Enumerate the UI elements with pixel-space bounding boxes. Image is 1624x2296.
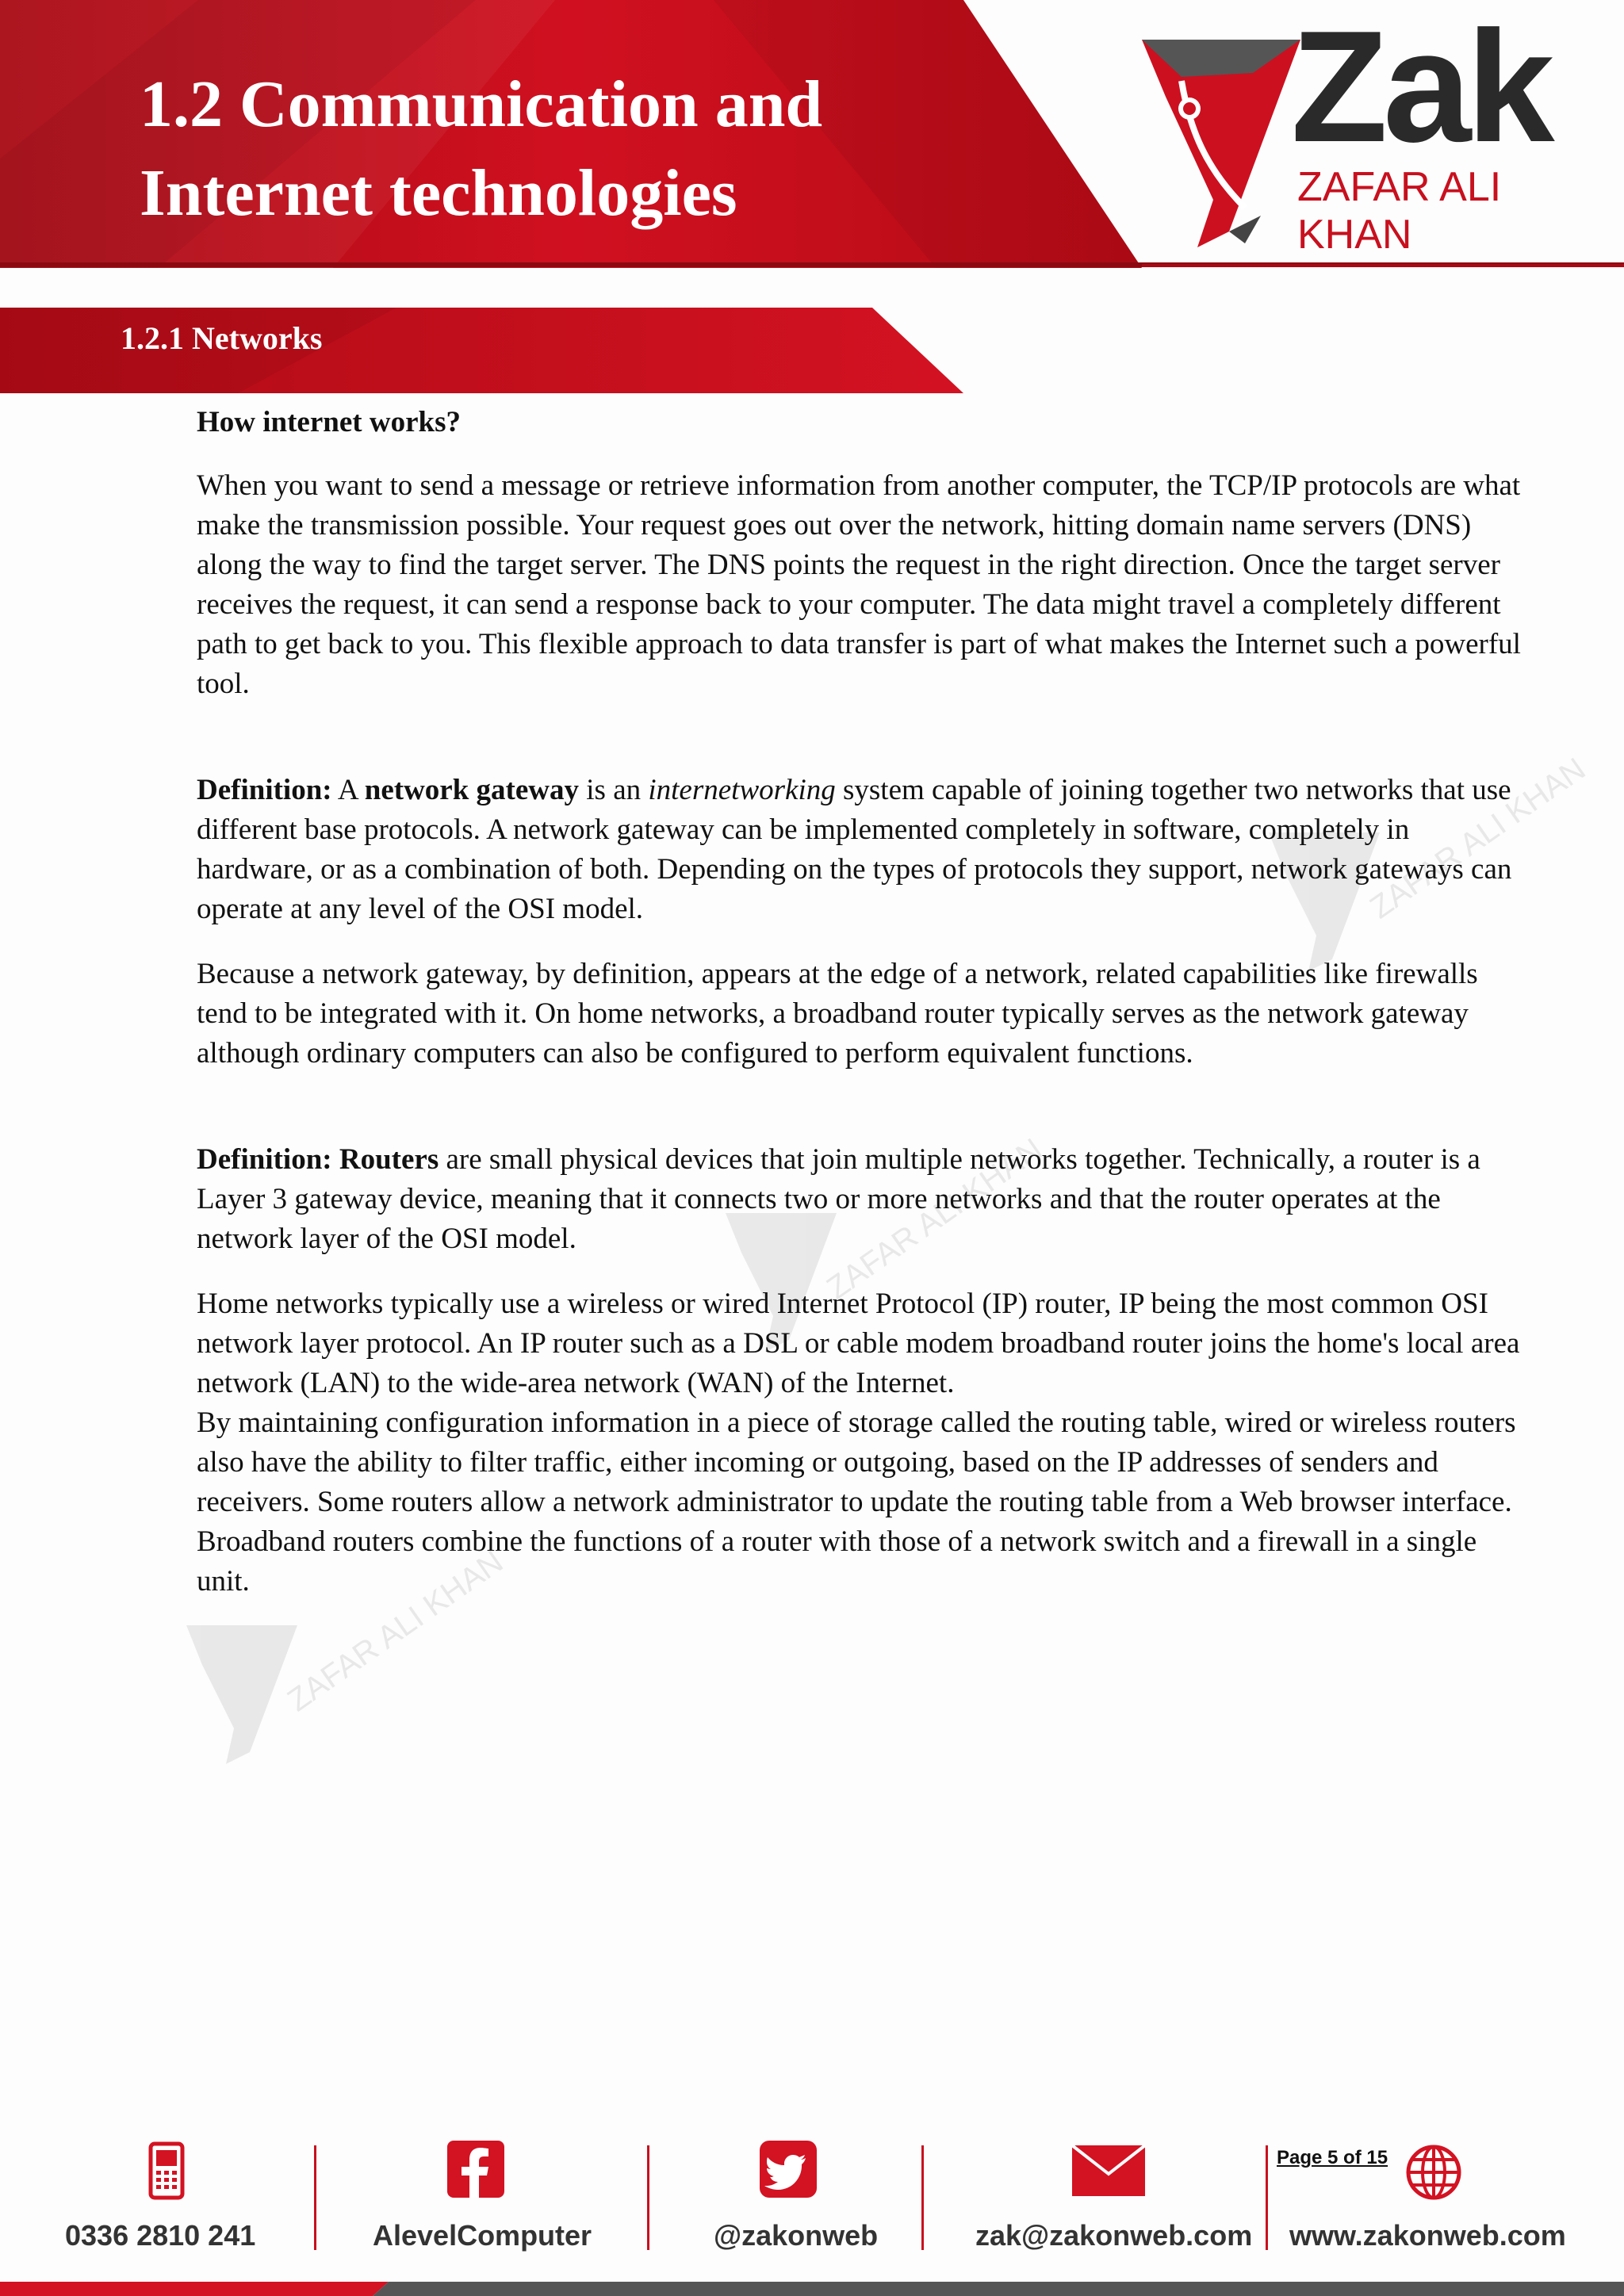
document-body [197, 403, 1529, 1601]
paragraph-routing-table: By maintaining configuration information in a piece of storage called the routing table, wired or wireless routers also have the ability to filter traffic, either incoming or outgoing, based on the IP addresses of senders and receivers. Some routers allow a network administrator to update the routing table from a Web browser interface. Broadband routers combine the functions of a router with those of a network switch and a firewall in a single unit. [197, 1406, 1516, 1598]
watermark-logo [178, 1544, 510, 1768]
question-heading: How internet works? [197, 406, 461, 438]
footer-twitter[interactable]: @zakonweb [714, 2219, 879, 2252]
section-title: 1.2.1 Networks [121, 320, 323, 356]
twitter-icon[interactable] [760, 2141, 817, 2198]
footer-divider [921, 2145, 924, 2250]
page-number: Page 5 of 15 [1277, 2147, 1388, 2168]
paragraph-home-networks: Home networks typically use a wireless or wired Internet Protocol (IP) router, IP being the most common OSI network layer protocol. An IP router such as a DSL or cable modem broadband router joins the home's local area network (LAN) to the wide-area network (WAN) of the Internet. [197, 1288, 1520, 1399]
definition-gateway: Definition: A network gateway is an internetworking system capable of joining together two networks that use different base protocols. A network gateway can be implemented completely in software, completely in hardware, or as a combination of both. Depending on the types of protocols they support, network gateways can operate at any level of the OSI model. [197, 774, 1512, 925]
paragraph-internet: When you want to send a message or retrieve information from another computer, the TCP/IP protocols are what make the transmission possible. Your request goes out over the network, hitting domain name servers (DNS) along the way to find the target server. The DNS points the request in the right direction. Once the target server receives the request, it can send a response back to your computer. The data might travel a completely different path to get back to you. This flexible approach to data transfer is part of what makes the Internet such a powerful tool. [197, 469, 1521, 700]
globe-icon[interactable] [1405, 2144, 1462, 2201]
footer-phone[interactable]: 0336 2810 241 [65, 2219, 256, 2252]
logo-subtext: ZAFAR ALI KHAN [1297, 164, 1502, 258]
footer-divider [1266, 2145, 1268, 2250]
footer-divider [647, 2145, 649, 2250]
footer-facebook[interactable]: AlevelComputer [373, 2219, 592, 2252]
logo-text: Zak [1291, 0, 1550, 175]
definition-routers: Definition: Routers are small physical devices that join multiple networks together. Technically, a router is a Layer 3 gateway device, meaning that it connects two or more networks and that the router operates at the network layer of the OSI model. [197, 1143, 1480, 1255]
footer-website[interactable]: www.zakonweb.com [1289, 2219, 1566, 2252]
phone-icon [147, 2142, 186, 2199]
footer-divider [314, 2145, 316, 2250]
page-title: 1.2 Communication and Internet technologies [140, 67, 823, 230]
svg-text:ZAFAR ALI KHAN: ZAFAR ALI KHAN [1363, 751, 1592, 926]
svg-text:ZAFAR ALI KHAN: ZAFAR ALI KHAN [281, 1544, 510, 1719]
facebook-icon[interactable] [447, 2141, 504, 2198]
paragraph-gateway-edge: Because a network gateway, by definition, appears at the edge of a network, related capabilities like firewalls tend to be integrated with it. On home networks, a broadband router typically serves as the network gateway although ordinary computers can also be configured to perform equivalent functions. [197, 958, 1478, 1070]
svg-text:ZAFAR ALI KHAN: ZAFAR ALI KHAN [820, 1131, 1049, 1307]
footer-email[interactable]: zak@zakonweb.com [975, 2219, 1253, 2252]
email-icon[interactable] [1072, 2145, 1145, 2196]
footer-bottom-bar [0, 2282, 1624, 2296]
